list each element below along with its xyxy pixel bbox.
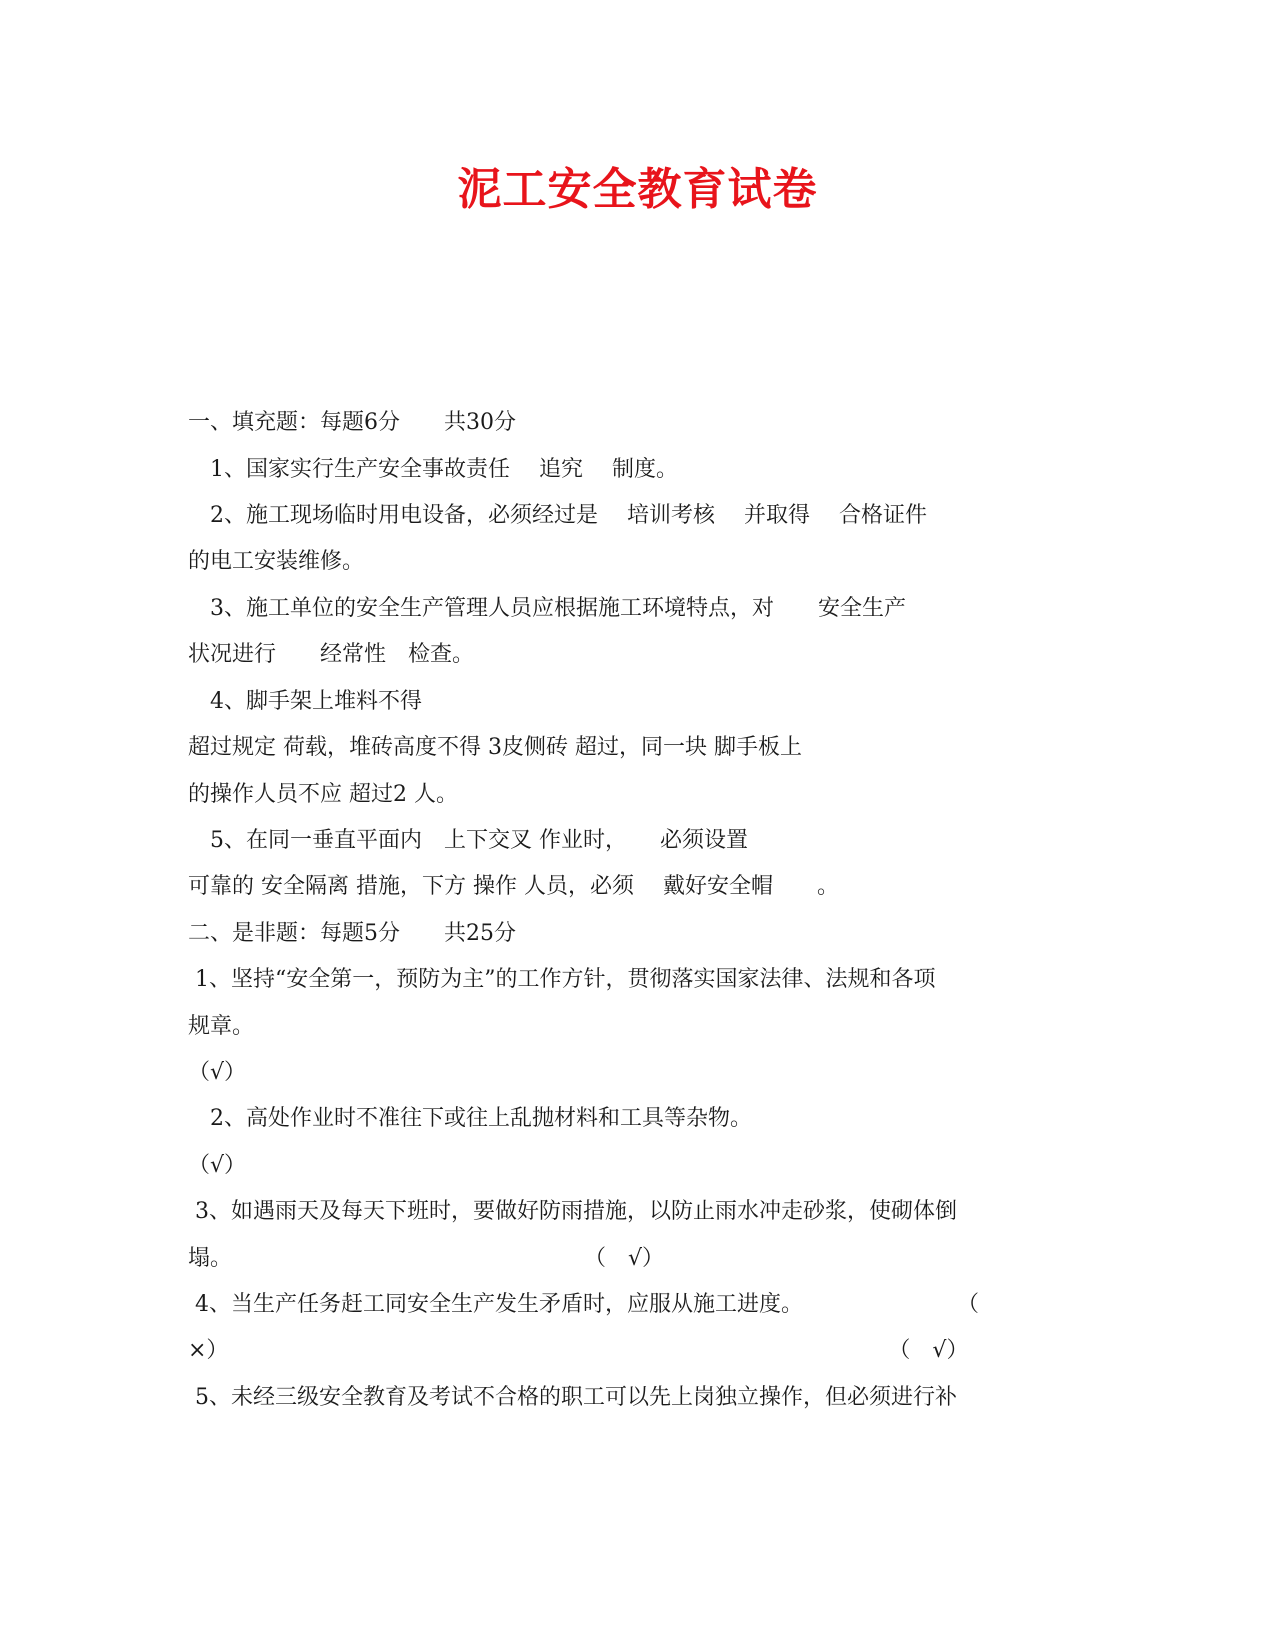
question-line: 4、脚手架上堆料不得 <box>188 689 422 714</box>
question-line: 3、施工单位的安全生产管理人员应根据施工环境特点，对 安全生产 <box>188 596 906 621</box>
question-line: 塌。 （ √） <box>188 1246 665 1271</box>
section-heading-true-false: 二、是非题：每题5分 共25分 <box>188 921 516 946</box>
question-line: 3、如遇雨天及每天下班时，要做好防雨措施，以防止雨水冲走砂浆，使砌体倒 <box>188 1199 957 1224</box>
question-line: 2、施工现场临时用电设备，必须经过是 培训考核 并取得 合格证件 <box>188 503 927 528</box>
section-heading-fill-in: 一、填充题：每题6分 共30分 <box>188 410 516 435</box>
question-line: 的操作人员不应 超过2 人。 <box>188 782 458 807</box>
question-line: 5、在同一垂直平面内 上下交叉 作业时， 必须设置 <box>188 828 748 853</box>
question-line: 5、未经三级安全教育及考试不合格的职工可以先上岗独立操作，但必须进行补 <box>188 1385 957 1410</box>
question-line: 的电工安装维修。 <box>188 549 365 574</box>
question-line: 4、当生产任务赶工同安全生产发生矛盾时，应服从施工进度。 （ <box>188 1292 979 1317</box>
page-title: 泥工安全教育试卷 <box>457 164 818 215</box>
question-line: 1、坚持“安全第一，预防为主”的工作方针，贯彻落实国家法律、法规和各项 <box>188 967 936 992</box>
answer-mark: ×） （ √） <box>188 1338 969 1363</box>
question-line: 超过规定 荷载，堆砖高度不得 3皮侧砖 超过，同一块 脚手板上 <box>188 735 802 760</box>
question-line: 2、高处作业时不准往下或往上乱抛材料和工具等杂物。 <box>188 1106 752 1131</box>
question-line: 1、国家实行生产安全事故责任 追究 制度。 <box>188 457 678 482</box>
answer-mark: （√） <box>188 1060 247 1085</box>
question-line: 状况进行 经常性 检查。 <box>188 642 475 667</box>
question-line: 可靠的 安全隔离 措施，下方 操作 人员，必须 戴好安全帽 。 <box>188 874 839 899</box>
answer-mark: （√） <box>188 1153 247 1178</box>
question-line: 规章。 <box>188 1014 255 1039</box>
